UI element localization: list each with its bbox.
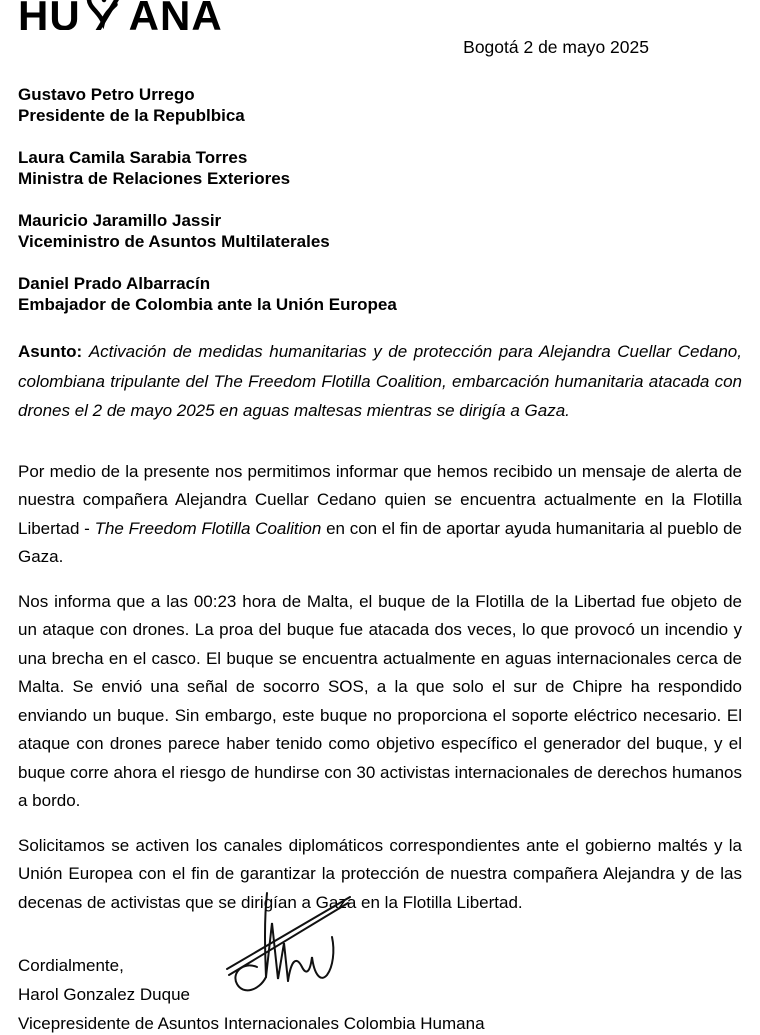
recipient xyxy=(18,210,742,252)
recipient xyxy=(18,147,742,189)
recipient-title: Presidente de la Republbica xyxy=(18,106,245,125)
recipient-name: Daniel Prado Albarracín xyxy=(18,274,211,293)
subject-block xyxy=(18,337,742,426)
recipient-name: Mauricio Jaramillo Jassir xyxy=(18,211,222,230)
paragraph-1-after: en con el fin de aportar ayuda humanitaria al pueblo de Gaza. xyxy=(18,518,742,566)
signer-name: Harol Gonzalez Duque xyxy=(18,985,190,1004)
recipient xyxy=(18,84,742,126)
paragraph-1 xyxy=(18,458,742,572)
recipient-title: Ministra de Relaciones Exteriores xyxy=(18,169,291,188)
closing-block xyxy=(18,951,742,1035)
logo xyxy=(18,0,742,30)
paragraph-1-before: Por medio de la presente nos permitimos informar que hemos recibido un mensaje de alerta de nuestra compañera Alejandra Cuellar Cedano quien se encuentra actualmente en la Flotilla Libertad - xyxy=(18,461,742,538)
recipient-name: Laura Camila Sarabia Torres xyxy=(18,148,248,167)
closing-salutation: Cordialmente, xyxy=(18,956,124,975)
paragraph-3: Solicitamos se activen los canales diplomáticos correspondientes ante el gobierno maltés y la Unión Europea con el fin de garantizar la protección de nuestra compañera Alejandra y de las decenas de activistas que se dirigían a Gaza en la Flotilla Libertad. xyxy=(18,835,742,912)
paragraph-1-italic: The Freedom Flotilla Coalition xyxy=(94,518,322,538)
signature-scribble xyxy=(221,889,356,1010)
recipients-block xyxy=(18,84,742,315)
signer-title: Vicepresidente de Asuntos Internacionales Colombia Humana xyxy=(18,1014,485,1033)
paragraph-2: Nos informa que a las 00:23 hora de Malta, el buque de la Flotilla de la Libertad fue objeto de un ataque con drones. La proa del buque fue atacada dos veces, lo que provocó un incendio y una brecha en el casco. El buque se encuentra actualmente en aguas internacionales cerca de Malta. Se envió una señal de socorro SOS, a la que solo el sur de Chipre ha respondido enviando un buque. Sin embargo, este buque no proporciona el soporte eléctrico necesario. El ataque con drones parece haber tenido como objetivo específico el generador del buque, y el buque corre ahora el riesgo de hundirse con 30 activistas internacionales de derechos humanos a bordo. xyxy=(18,591,742,810)
logo-text-right: ANA xyxy=(128,0,223,30)
recipient-title: Viceministro de Asuntos Multilaterales xyxy=(18,232,330,251)
subject-text: Activación de medidas humanitarias y de protección para Alejandra Cuellar Cedano, colombiana tripulante del The Freedom Flotilla Coalition, embarcación humanitaria atacada con drones el 2 de mayo 2025 en aguas maltesas mientras se dirigía a Gaza. xyxy=(18,342,742,420)
recipient-name: Gustavo Petro Urrego xyxy=(18,85,195,104)
letter-date: Bogotá 2 de mayo 2025 xyxy=(463,37,649,57)
heart-slash-icon xyxy=(82,0,128,30)
logo-text-left: HU xyxy=(18,0,81,30)
subject-label: Asunto: xyxy=(18,342,83,361)
recipient-title: Embajador de Colombia ante la Unión Europea xyxy=(18,295,397,314)
recipient xyxy=(18,273,742,315)
letter-body xyxy=(18,458,742,918)
